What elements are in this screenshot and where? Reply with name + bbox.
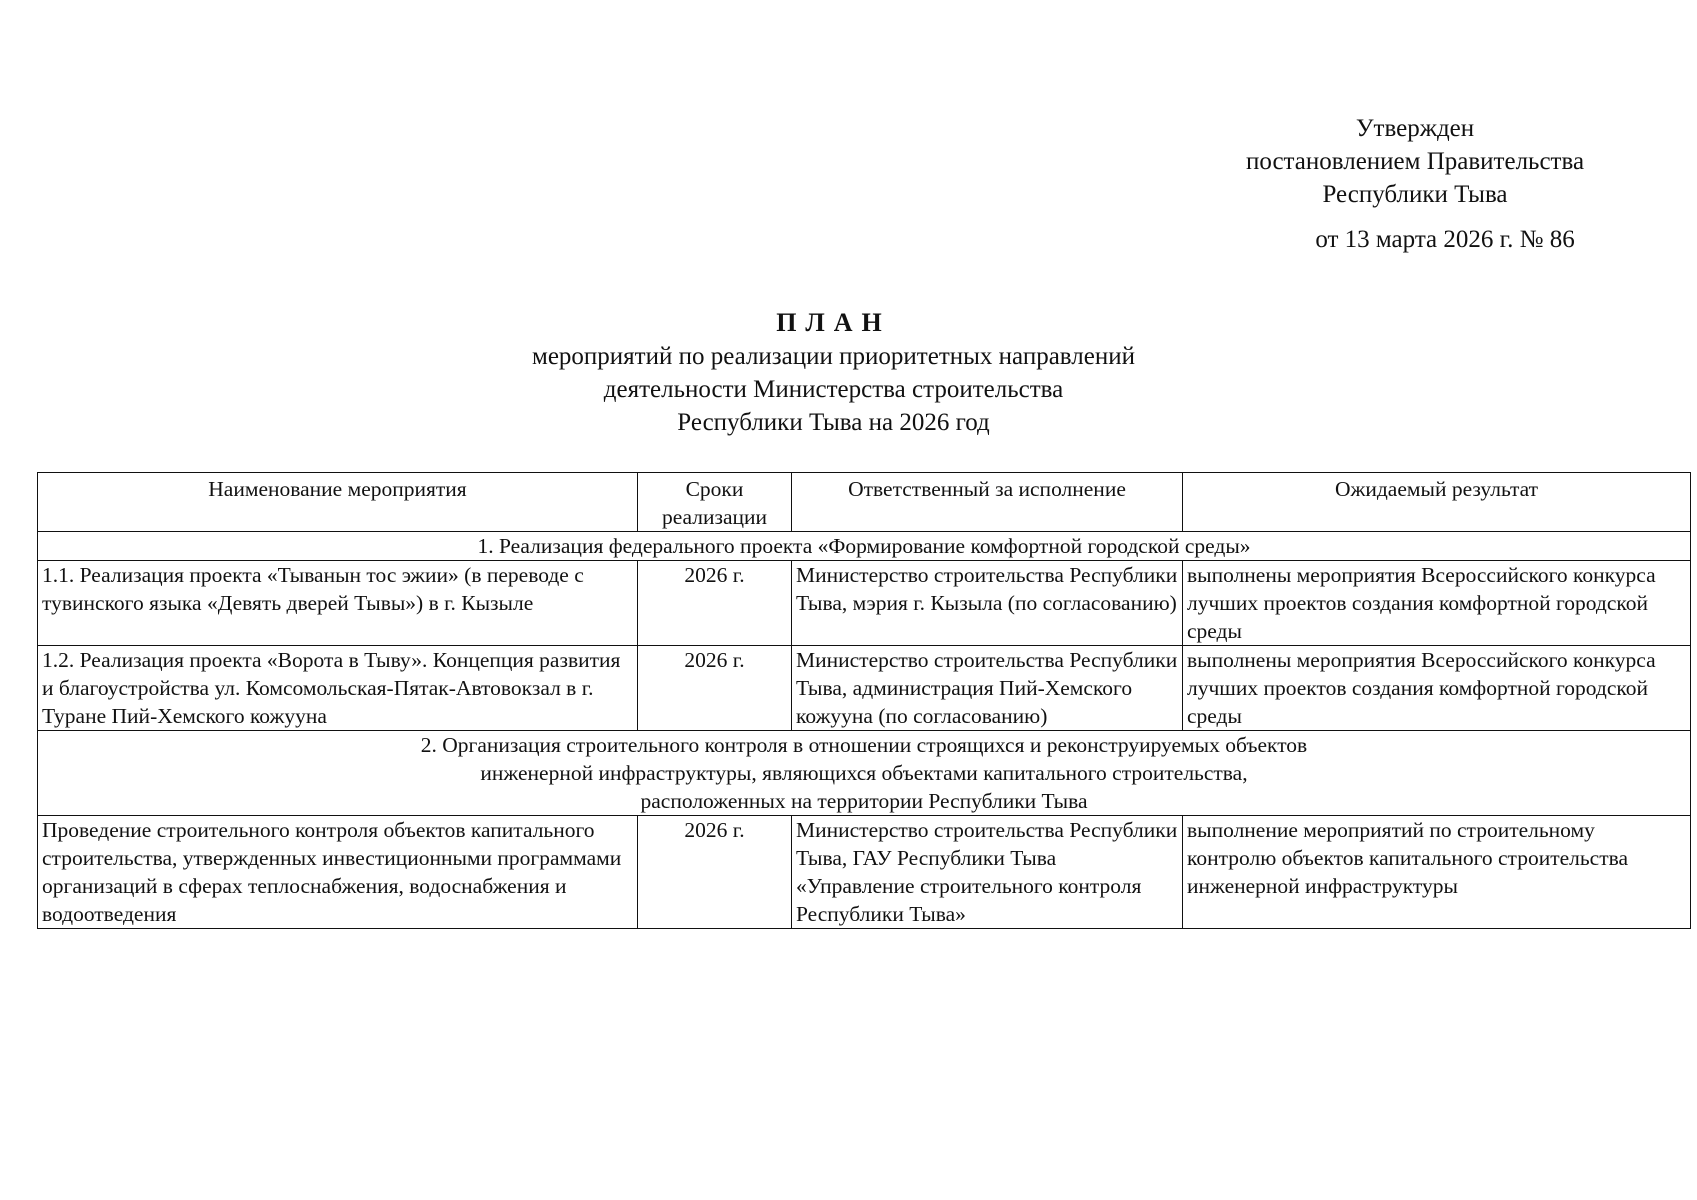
- section-title-2-line-1: 2. Организация строительного контроля в отношении строящихся и реконструируемых объектов: [420, 733, 1308, 757]
- table-header-row: [38, 473, 1691, 532]
- document-title: [0, 306, 1697, 439]
- approval-line-2: постановлением Правительства: [1245, 148, 1585, 175]
- table-row: [38, 646, 1691, 731]
- table-row: [38, 561, 1691, 646]
- section-title-2-line-2: инженерной инфраструктуры, являющихся объектами капитального строительства,: [480, 761, 1248, 785]
- section-row: [38, 731, 1691, 816]
- plan-subtitle-line-2: деятельности Министерства строительства: [603, 376, 1064, 403]
- header-term: Сроки реализации: [638, 473, 792, 532]
- row-responsible: Министерство строительства Республики Тыва, ГАУ Республики Тыва «Управление строительного контроля Республики Тыва»: [792, 816, 1183, 929]
- row-term: 2026 г.: [638, 646, 792, 731]
- approval-stamp: [1150, 112, 1680, 256]
- plan-subtitle-line-1: мероприятий по реализации приоритетных направлений: [532, 343, 1135, 370]
- plan-subtitle-line-3: Республики Тыва на 2026 год: [677, 409, 990, 436]
- section-row: [38, 532, 1691, 561]
- plan-heading: ПЛАН: [776, 308, 891, 337]
- approval-line-1: Утвержден: [1355, 115, 1475, 142]
- plan-table: [37, 472, 1691, 929]
- row-result: выполнены мероприятия Всероссийского конкурса лучших проектов создания комфортной городской среды: [1183, 561, 1691, 646]
- table-row: [38, 816, 1691, 929]
- row-result: выполнение мероприятий по строительному контролю объектов капитального строительства инженерной инфраструктуры: [1183, 816, 1691, 929]
- row-name: Проведение строительного контроля объектов капитального строительства, утвержденных инвестиционными программами организаций в сферах теплоснабжения, водоснабжения и водоотведения: [38, 816, 638, 929]
- row-responsible: Министерство строительства Республики Тыва, администрация Пий-Хемского кожууна (по согласованию): [792, 646, 1183, 731]
- row-result: выполнены мероприятия Всероссийского конкурса лучших проектов создания комфортной городской среды: [1183, 646, 1691, 731]
- row-name: 1.2. Реализация проекта «Ворота в Тыву». Концепция развития и благоустройства ул. Комсомольская-Пятак-Автовокзал в г. Туране Пий-Хемского кожууна: [38, 646, 638, 731]
- row-responsible: Министерство строительства Республики Тыва, мэрия г. Кызыла (по согласованию): [792, 561, 1183, 646]
- row-name: 1.1. Реализация проекта «Тыванын тос эжии» (в переводе с тувинского языка «Девять дверей Тывы») в г. Кызыле: [38, 561, 638, 646]
- header-responsible: Ответственный за исполнение: [792, 473, 1183, 532]
- header-result: Ожидаемый результат: [1183, 473, 1691, 532]
- approval-date: от 13 марта 2026 г. № 86: [1315, 226, 1575, 253]
- section-title-2-line-3: расположенных на территории Республики Тыва: [640, 789, 1088, 813]
- approval-line-3: Республики Тыва: [1322, 181, 1508, 208]
- row-term: 2026 г.: [638, 816, 792, 929]
- section-title-2: [38, 731, 1691, 816]
- row-term: 2026 г.: [638, 561, 792, 646]
- header-name: Наименование мероприятия: [38, 473, 638, 532]
- section-title-1: 1. Реализация федерального проекта «Формирование комфортной городской среды»: [38, 532, 1691, 561]
